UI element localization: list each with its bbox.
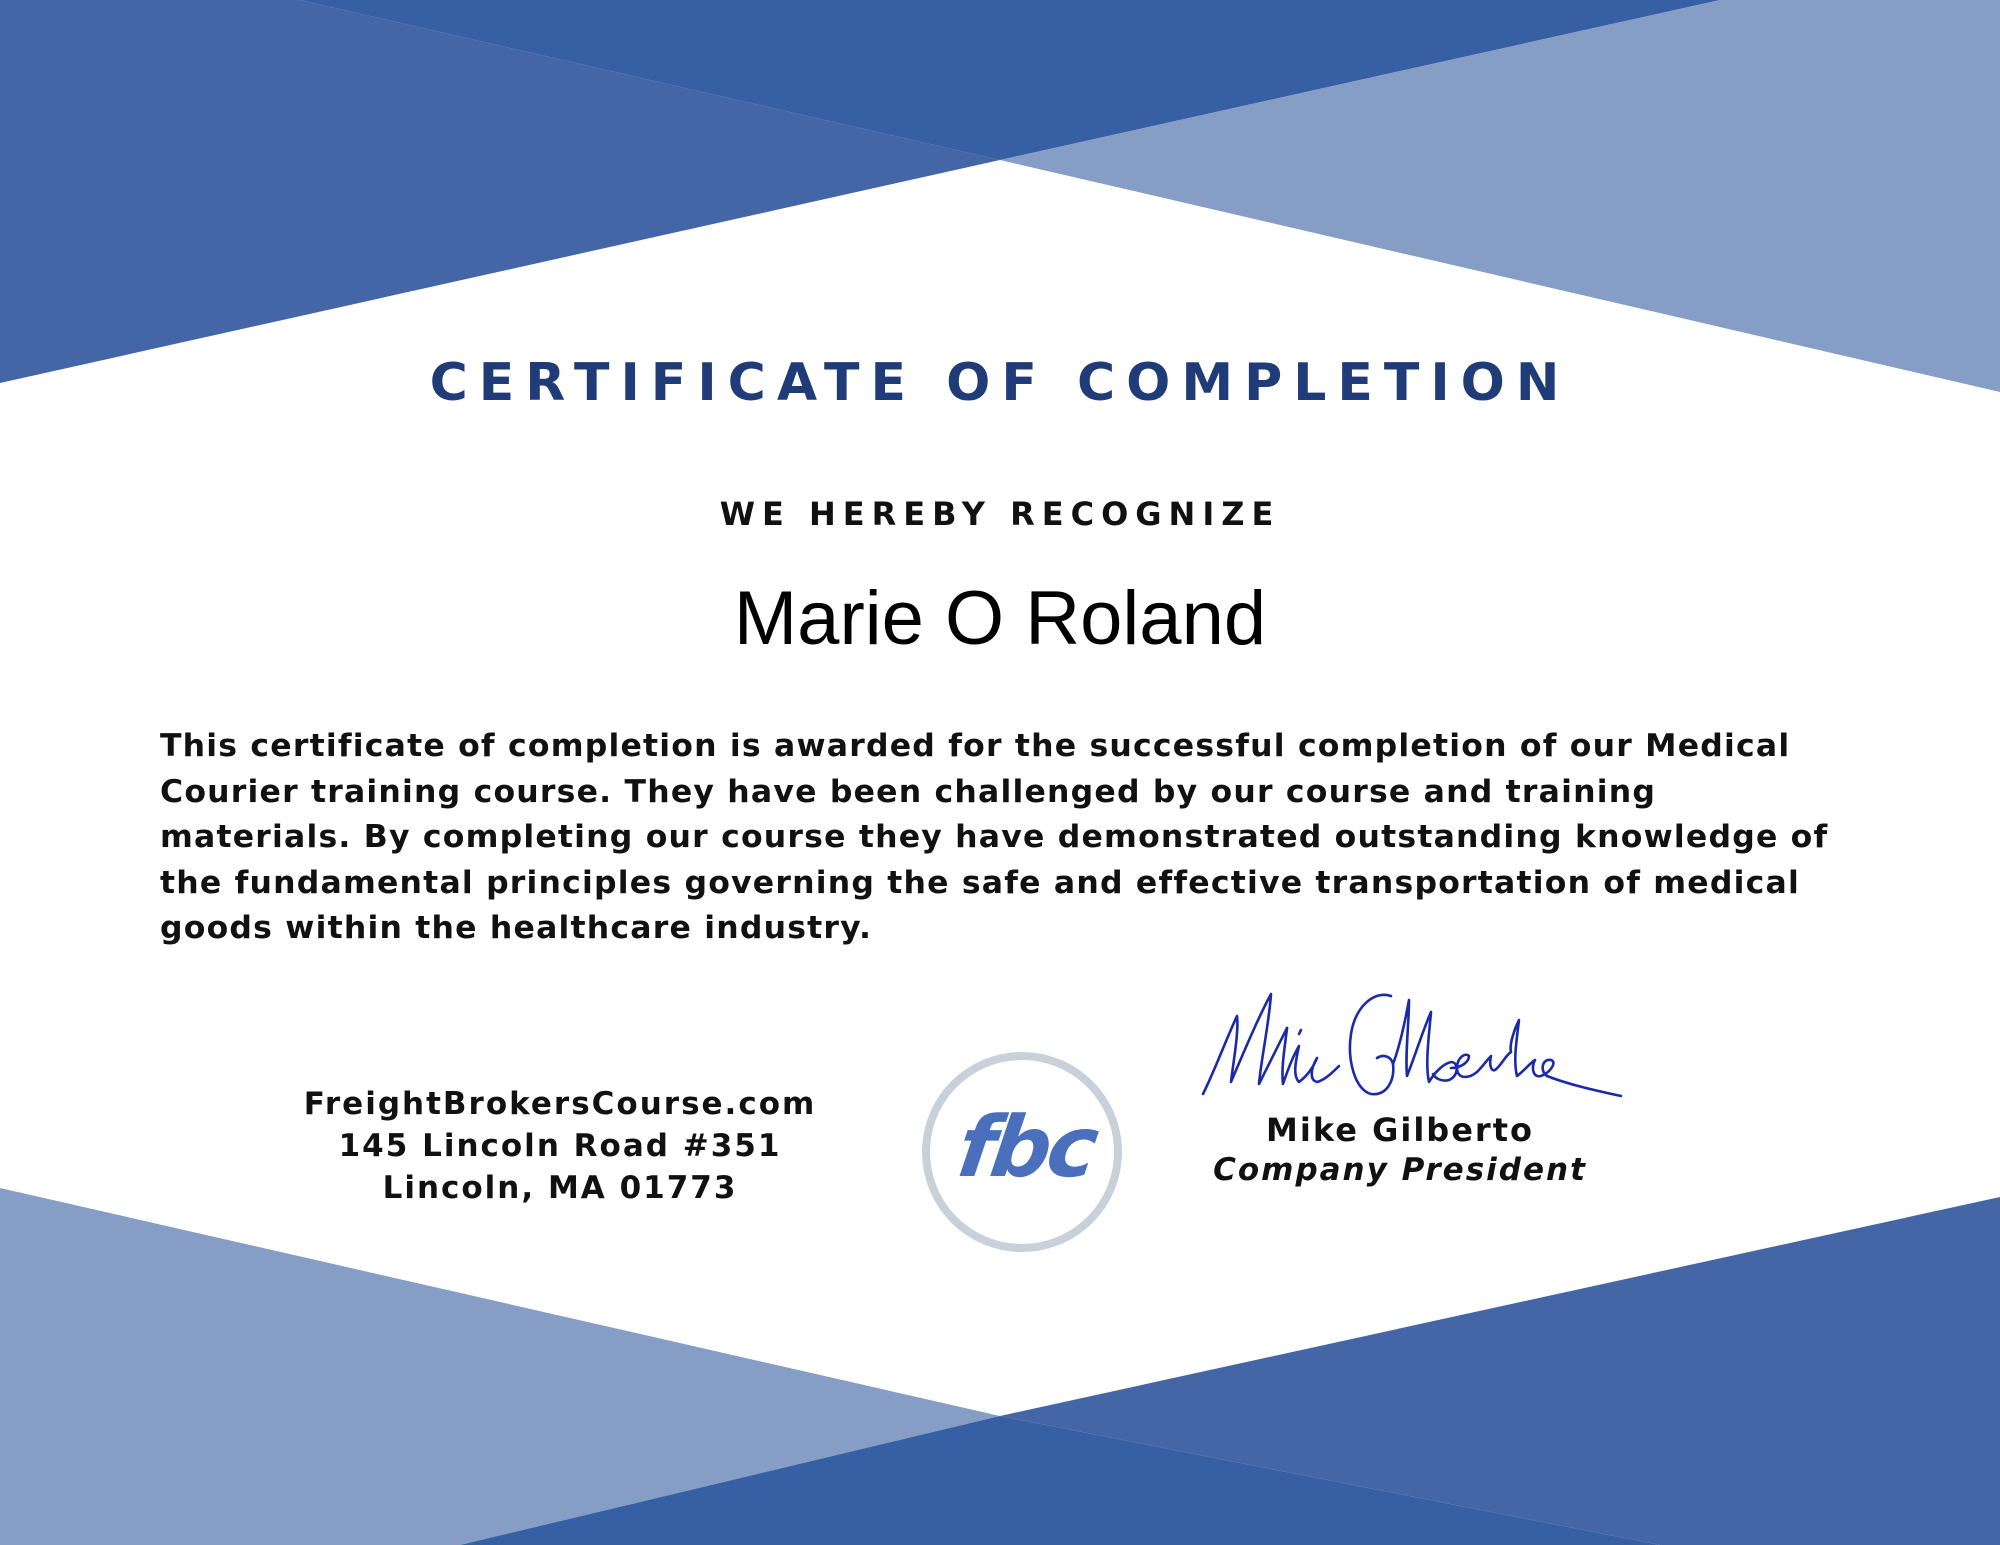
recipient-name: Marie O Roland	[733, 576, 1267, 661]
issuer-city: Lincoln, MA 01773	[382, 1170, 738, 1206]
issuer-street: 145 Lincoln Road #351	[338, 1128, 782, 1164]
issuer-website: FreightBrokersCourse.com	[303, 1086, 817, 1122]
certificate-title: CERTIFICATE OF COMPLETION	[429, 353, 1571, 413]
logo-text: fbc	[952, 1098, 1101, 1196]
signature-text: Mike Gilberto	[1195, 972, 1202, 973]
body-line: This certificate of completion is awarded for the successful completion of our Medical	[160, 728, 1791, 764]
fbc-logo	[920, 1050, 1124, 1254]
body-line: goods within the healthcare industry.	[160, 910, 873, 946]
issuer-address	[260, 1083, 860, 1209]
recognize-label: WE HEREBY RECOGNIZE	[719, 495, 1281, 533]
signatory-title: Company President	[1213, 1152, 1587, 1188]
body-line: Courier training course. They have been challenged by our course and training	[160, 773, 1657, 810]
body-line: materials. By completing our course they have demonstrated outstanding knowledge of	[160, 819, 1829, 855]
signature	[1195, 972, 1625, 1107]
certificate-body	[160, 724, 1840, 952]
signatory-name: Mike Gilberto	[1266, 1111, 1534, 1149]
body-line: the fundamental principles governing the safe and effective transportation of medical	[160, 864, 1800, 901]
